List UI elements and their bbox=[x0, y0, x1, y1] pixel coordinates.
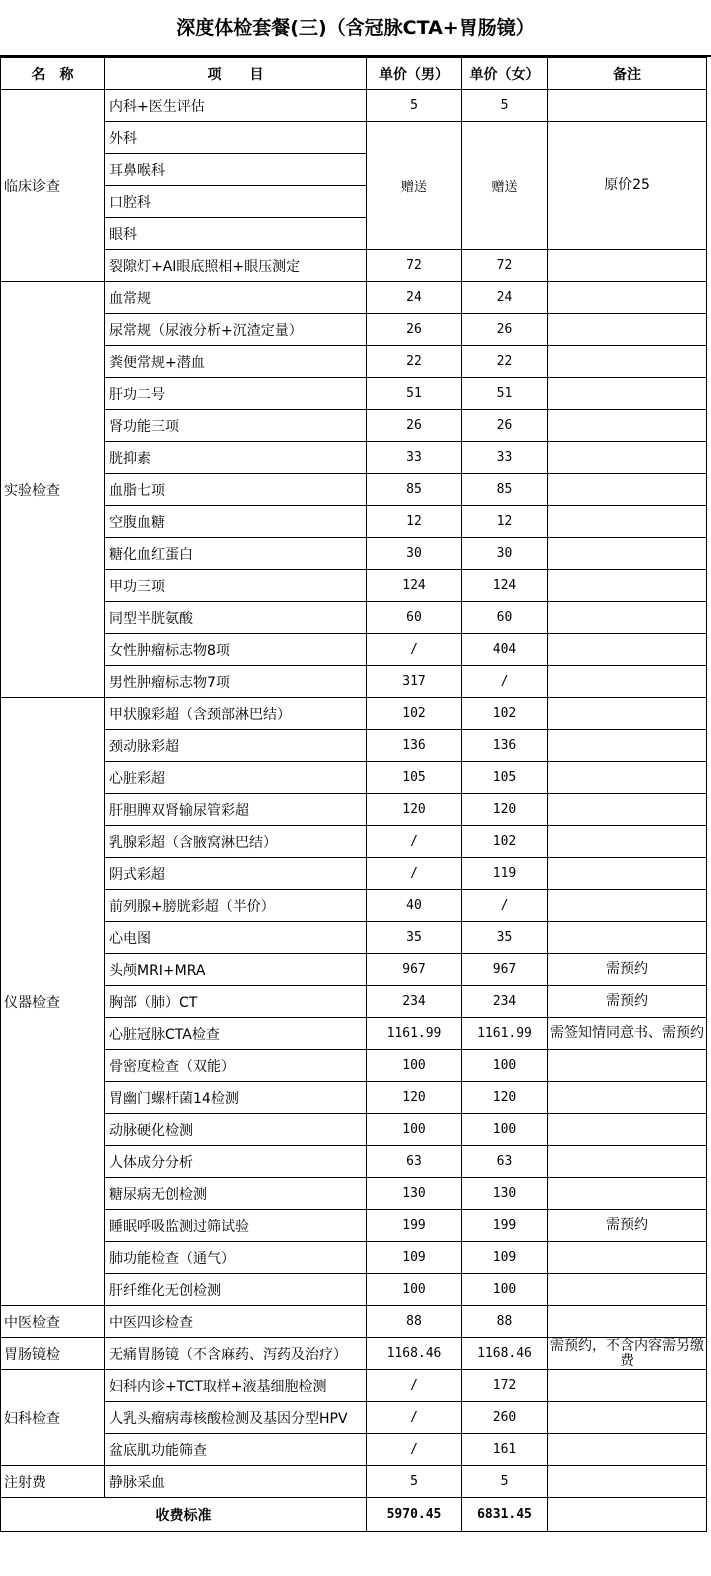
item-cell: 人乳头瘤病毒核酸检测及基因分型HPV bbox=[105, 1402, 367, 1434]
item-cell: 眼科 bbox=[105, 218, 367, 250]
header-name: 名 称 bbox=[1, 58, 105, 90]
category-cell: 注射费 bbox=[1, 1466, 105, 1498]
price-male-cell: 赠送 bbox=[367, 122, 462, 250]
item-cell: 中医四诊检查 bbox=[105, 1306, 367, 1338]
price-female-cell: 100 bbox=[462, 1050, 548, 1082]
item-cell: 静脉采血 bbox=[105, 1466, 367, 1498]
item-cell: 肺功能检查（通气） bbox=[105, 1242, 367, 1274]
note-cell bbox=[548, 698, 707, 730]
price-male-cell: 199 bbox=[367, 1210, 462, 1242]
price-female-cell: 404 bbox=[462, 634, 548, 666]
note-cell bbox=[548, 378, 707, 410]
price-male-cell: 5 bbox=[367, 1466, 462, 1498]
table-row bbox=[1, 954, 707, 986]
table-row bbox=[1, 602, 707, 634]
item-cell: 胱抑素 bbox=[105, 442, 367, 474]
price-female-cell: 12 bbox=[462, 506, 548, 538]
price-male-cell: / bbox=[367, 1434, 462, 1466]
item-cell: 肝功二号 bbox=[105, 378, 367, 410]
table-row bbox=[1, 762, 707, 794]
note-cell bbox=[548, 794, 707, 826]
note-cell: 需预约 bbox=[548, 986, 707, 1018]
price-male-cell: 130 bbox=[367, 1178, 462, 1210]
note-cell: 需预约，不含内容需另缴费 bbox=[548, 1338, 707, 1370]
price-male-cell: 26 bbox=[367, 410, 462, 442]
price-female-cell: 33 bbox=[462, 442, 548, 474]
note-cell bbox=[548, 762, 707, 794]
price-female-cell: 120 bbox=[462, 1082, 548, 1114]
price-male-cell: 35 bbox=[367, 922, 462, 954]
table-row bbox=[1, 1242, 707, 1274]
price-female-cell: 63 bbox=[462, 1146, 548, 1178]
price-male-cell: 105 bbox=[367, 762, 462, 794]
item-cell: 阴式彩超 bbox=[105, 858, 367, 890]
item-cell: 外科 bbox=[105, 122, 367, 154]
price-male-cell: 100 bbox=[367, 1050, 462, 1082]
total-note bbox=[548, 1498, 707, 1532]
table-row bbox=[1, 1434, 707, 1466]
item-cell: 前列腺+膀胱彩超（半价） bbox=[105, 890, 367, 922]
note-cell bbox=[548, 1050, 707, 1082]
table-row bbox=[1, 890, 707, 922]
note-cell bbox=[548, 1146, 707, 1178]
price-male-cell: 51 bbox=[367, 378, 462, 410]
item-cell: 裂隙灯+AI眼底照相+眼压测定 bbox=[105, 250, 367, 282]
table-row bbox=[1, 378, 707, 410]
note-cell bbox=[548, 570, 707, 602]
table-row bbox=[1, 506, 707, 538]
note-cell bbox=[548, 1466, 707, 1498]
price-female-cell: 1168.46 bbox=[462, 1338, 548, 1370]
price-male-cell: 100 bbox=[367, 1114, 462, 1146]
price-male-cell: / bbox=[367, 858, 462, 890]
category-cell: 胃肠镜检 bbox=[1, 1338, 105, 1370]
price-female-cell: 109 bbox=[462, 1242, 548, 1274]
note-cell: 原价25 bbox=[548, 122, 707, 250]
header-row bbox=[1, 58, 707, 90]
note-cell bbox=[548, 314, 707, 346]
item-cell: 耳鼻喉科 bbox=[105, 154, 367, 186]
item-cell: 胃幽门螺杆菌14检测 bbox=[105, 1082, 367, 1114]
note-cell bbox=[548, 90, 707, 122]
price-male-cell: 72 bbox=[367, 250, 462, 282]
item-cell: 盆底肌功能筛查 bbox=[105, 1434, 367, 1466]
table-row bbox=[1, 1402, 707, 1434]
price-female-cell: 30 bbox=[462, 538, 548, 570]
table-row bbox=[1, 1050, 707, 1082]
total-row bbox=[1, 1498, 707, 1532]
price-female-cell: / bbox=[462, 666, 548, 698]
price-male-cell: 88 bbox=[367, 1306, 462, 1338]
price-female-cell: 24 bbox=[462, 282, 548, 314]
table-row bbox=[1, 474, 707, 506]
item-cell: 睡眠呼吸监测过筛试验 bbox=[105, 1210, 367, 1242]
table-row bbox=[1, 634, 707, 666]
item-cell: 糖尿病无创检测 bbox=[105, 1178, 367, 1210]
category-cell: 中医检查 bbox=[1, 1306, 105, 1338]
table-row bbox=[1, 538, 707, 570]
item-cell: 女性肿瘤标志物8项 bbox=[105, 634, 367, 666]
table-row bbox=[1, 1274, 707, 1306]
price-female-cell: 88 bbox=[462, 1306, 548, 1338]
item-cell: 血脂七项 bbox=[105, 474, 367, 506]
note-cell bbox=[548, 346, 707, 378]
total-label: 收费标准 bbox=[1, 1498, 367, 1532]
table-row bbox=[1, 1370, 707, 1402]
note-cell bbox=[548, 506, 707, 538]
item-cell: 内科+医生评估 bbox=[105, 90, 367, 122]
price-male-cell: 234 bbox=[367, 986, 462, 1018]
item-cell: 尿常规（尿液分析+沉渣定量） bbox=[105, 314, 367, 346]
price-male-cell: 967 bbox=[367, 954, 462, 986]
price-male-cell: 317 bbox=[367, 666, 462, 698]
price-female-cell: 5 bbox=[462, 1466, 548, 1498]
table-row bbox=[1, 442, 707, 474]
price-male-cell: 40 bbox=[367, 890, 462, 922]
price-male-cell: 85 bbox=[367, 474, 462, 506]
price-female-cell: 72 bbox=[462, 250, 548, 282]
note-cell bbox=[548, 1178, 707, 1210]
item-cell: 甲状腺彩超（含颈部淋巴结） bbox=[105, 698, 367, 730]
table-row bbox=[1, 698, 707, 730]
table-row bbox=[1, 1210, 707, 1242]
price-female-cell: 102 bbox=[462, 826, 548, 858]
category-cell: 妇科检查 bbox=[1, 1370, 105, 1466]
item-cell: 无痛胃肠镜（不含麻药、泻药及治疗） bbox=[105, 1338, 367, 1370]
price-male-cell: 22 bbox=[367, 346, 462, 378]
price-female-cell: 161 bbox=[462, 1434, 548, 1466]
price-female-cell: 100 bbox=[462, 1274, 548, 1306]
item-cell: 血常规 bbox=[105, 282, 367, 314]
price-male-cell: 12 bbox=[367, 506, 462, 538]
price-female-cell: 105 bbox=[462, 762, 548, 794]
note-cell bbox=[548, 890, 707, 922]
table-row bbox=[1, 986, 707, 1018]
table-row bbox=[1, 346, 707, 378]
price-female-cell: 5 bbox=[462, 90, 548, 122]
note-cell: 需预约 bbox=[548, 1210, 707, 1242]
note-cell bbox=[548, 474, 707, 506]
price-male-cell: / bbox=[367, 1402, 462, 1434]
note-cell bbox=[548, 826, 707, 858]
price-male-cell: / bbox=[367, 826, 462, 858]
price-female-cell: 120 bbox=[462, 794, 548, 826]
note-cell: 需签知情同意书、需预约 bbox=[548, 1018, 707, 1050]
note-cell bbox=[548, 1370, 707, 1402]
header-price-female: 单价（女） bbox=[462, 58, 548, 90]
note-cell bbox=[548, 1274, 707, 1306]
total-male: 5970.45 bbox=[367, 1498, 462, 1532]
item-cell: 口腔科 bbox=[105, 186, 367, 218]
category-cell: 临床诊查 bbox=[1, 90, 105, 282]
item-cell: 心脏冠脉CTA检查 bbox=[105, 1018, 367, 1050]
price-female-cell: 100 bbox=[462, 1114, 548, 1146]
item-cell: 颈动脉彩超 bbox=[105, 730, 367, 762]
item-cell: 同型半胱氨酸 bbox=[105, 602, 367, 634]
item-cell: 肝纤维化无创检测 bbox=[105, 1274, 367, 1306]
table-row bbox=[1, 1018, 707, 1050]
price-female-cell: 60 bbox=[462, 602, 548, 634]
table-row bbox=[1, 90, 707, 122]
price-female-cell: 赠送 bbox=[462, 122, 548, 250]
note-cell bbox=[548, 1242, 707, 1274]
price-male-cell: 1161.99 bbox=[367, 1018, 462, 1050]
note-cell bbox=[548, 538, 707, 570]
table-row bbox=[1, 1146, 707, 1178]
price-male-cell: 109 bbox=[367, 1242, 462, 1274]
note-cell bbox=[548, 634, 707, 666]
price-female-cell: 26 bbox=[462, 314, 548, 346]
header-item: 项 目 bbox=[105, 58, 367, 90]
table-row bbox=[1, 1466, 707, 1498]
table-row bbox=[1, 858, 707, 890]
item-cell: 男性肿瘤标志物7项 bbox=[105, 666, 367, 698]
price-male-cell: 1168.46 bbox=[367, 1338, 462, 1370]
total-female: 6831.45 bbox=[462, 1498, 548, 1532]
price-female-cell: 199 bbox=[462, 1210, 548, 1242]
note-cell bbox=[548, 282, 707, 314]
price-female-cell: 51 bbox=[462, 378, 548, 410]
note-cell bbox=[548, 1306, 707, 1338]
price-male-cell: 100 bbox=[367, 1274, 462, 1306]
item-cell: 糖化血红蛋白 bbox=[105, 538, 367, 570]
item-cell: 粪便常规+潜血 bbox=[105, 346, 367, 378]
note-cell bbox=[548, 666, 707, 698]
page-title: 深度体检套餐(三)（含冠脉CTA+胃肠镜） bbox=[0, 0, 711, 57]
item-cell: 骨密度检查（双能） bbox=[105, 1050, 367, 1082]
note-cell bbox=[548, 442, 707, 474]
price-male-cell: 26 bbox=[367, 314, 462, 346]
table-row bbox=[1, 314, 707, 346]
price-female-cell: 102 bbox=[462, 698, 548, 730]
price-male-cell: 63 bbox=[367, 1146, 462, 1178]
category-cell: 实验检查 bbox=[1, 282, 105, 698]
price-female-cell: 124 bbox=[462, 570, 548, 602]
price-male-cell: 102 bbox=[367, 698, 462, 730]
item-cell: 肾功能三项 bbox=[105, 410, 367, 442]
item-cell: 人体成分分析 bbox=[105, 1146, 367, 1178]
category-cell: 仪器检查 bbox=[1, 698, 105, 1306]
price-male-cell: / bbox=[367, 634, 462, 666]
price-female-cell: 967 bbox=[462, 954, 548, 986]
note-cell bbox=[548, 1082, 707, 1114]
price-female-cell: 35 bbox=[462, 922, 548, 954]
price-female-cell: 260 bbox=[462, 1402, 548, 1434]
price-male-cell: 120 bbox=[367, 794, 462, 826]
table-row bbox=[1, 570, 707, 602]
note-cell bbox=[548, 730, 707, 762]
price-female-cell: 136 bbox=[462, 730, 548, 762]
item-cell: 乳腺彩超（含腋窝淋巴结） bbox=[105, 826, 367, 858]
price-female-cell: / bbox=[462, 890, 548, 922]
item-cell: 动脉硬化检测 bbox=[105, 1114, 367, 1146]
price-female-cell: 119 bbox=[462, 858, 548, 890]
table-row bbox=[1, 794, 707, 826]
note-cell bbox=[548, 1402, 707, 1434]
table-row bbox=[1, 1338, 707, 1370]
price-female-cell: 26 bbox=[462, 410, 548, 442]
note-cell bbox=[548, 250, 707, 282]
header-note: 备注 bbox=[548, 58, 707, 90]
item-cell: 头颅MRI+MRA bbox=[105, 954, 367, 986]
note-cell bbox=[548, 922, 707, 954]
price-female-cell: 85 bbox=[462, 474, 548, 506]
table-row bbox=[1, 922, 707, 954]
price-male-cell: 136 bbox=[367, 730, 462, 762]
note-cell: 需预约 bbox=[548, 954, 707, 986]
table-row bbox=[1, 122, 707, 154]
table-row bbox=[1, 730, 707, 762]
item-cell: 心电图 bbox=[105, 922, 367, 954]
item-cell: 肝胆脾双肾输尿管彩超 bbox=[105, 794, 367, 826]
table-row bbox=[1, 282, 707, 314]
table-row bbox=[1, 410, 707, 442]
item-cell: 空腹血糖 bbox=[105, 506, 367, 538]
note-cell bbox=[548, 1114, 707, 1146]
table-row bbox=[1, 1082, 707, 1114]
price-female-cell: 172 bbox=[462, 1370, 548, 1402]
note-cell bbox=[548, 858, 707, 890]
table-row bbox=[1, 666, 707, 698]
table-row bbox=[1, 826, 707, 858]
item-cell: 心脏彩超 bbox=[105, 762, 367, 794]
header-price-male: 单价（男） bbox=[367, 58, 462, 90]
price-female-cell: 22 bbox=[462, 346, 548, 378]
price-male-cell: 30 bbox=[367, 538, 462, 570]
price-female-cell: 234 bbox=[462, 986, 548, 1018]
table-row bbox=[1, 250, 707, 282]
table-row bbox=[1, 1178, 707, 1210]
price-male-cell: 24 bbox=[367, 282, 462, 314]
price-female-cell: 130 bbox=[462, 1178, 548, 1210]
table-row bbox=[1, 1114, 707, 1146]
note-cell bbox=[548, 410, 707, 442]
item-cell: 妇科内诊+TCT取样+液基细胞检测 bbox=[105, 1370, 367, 1402]
price-male-cell: 5 bbox=[367, 90, 462, 122]
price-female-cell: 1161.99 bbox=[462, 1018, 548, 1050]
price-male-cell: / bbox=[367, 1370, 462, 1402]
note-cell bbox=[548, 1434, 707, 1466]
price-male-cell: 124 bbox=[367, 570, 462, 602]
price-male-cell: 120 bbox=[367, 1082, 462, 1114]
price-table bbox=[0, 57, 707, 1532]
note-cell bbox=[548, 602, 707, 634]
table-row bbox=[1, 1306, 707, 1338]
price-male-cell: 33 bbox=[367, 442, 462, 474]
price-male-cell: 60 bbox=[367, 602, 462, 634]
item-cell: 胸部（肺）CT bbox=[105, 986, 367, 1018]
item-cell: 甲功三项 bbox=[105, 570, 367, 602]
